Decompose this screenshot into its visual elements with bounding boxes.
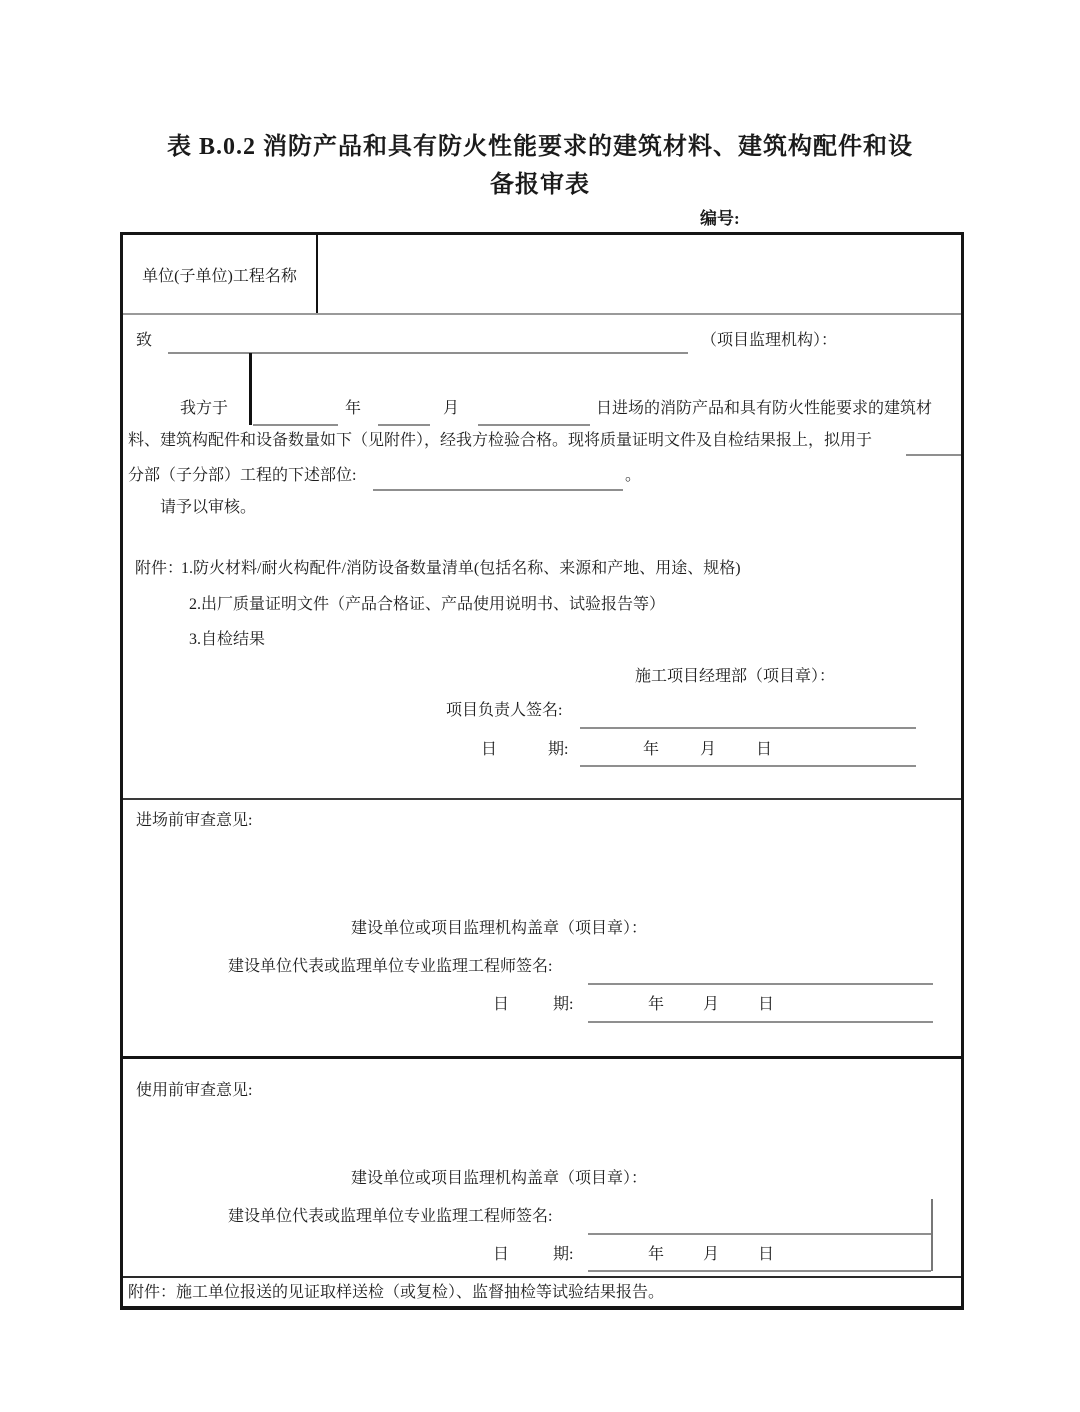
s2-stamp-label: 建设单位或项目监理机构盖章（项目章）： [351,920,648,937]
s2-date-day-label: 日 [758,996,775,1013]
to-blank-line[interactable] [168,352,688,354]
project-leader-sign-blank[interactable] [580,727,916,729]
s2-date-ri-label: 日 [493,996,510,1013]
s1-date-year-label: 年 [643,741,660,758]
s3-date-ri-label: 日 [493,1246,510,1263]
request-line3-period: 。 [625,467,642,484]
s2-sign-label: 建设单位代表或监理单位专业监理工程师签名: [228,958,553,975]
s2-date-year-label: 年 [648,996,665,1013]
form-title-line1: 表 B.0.2 消防产品和具有防火性能要求的建筑材料、建筑构配件和设 [166,134,913,160]
row-divider-3 [123,1056,961,1059]
attachments-label: 附件： [135,560,184,577]
entry-month-blank[interactable] [378,424,430,426]
pre-use-review-heading: 使用前审查意见: [136,1082,253,1099]
s3-date-day-label: 日 [758,1246,775,1263]
entry-year-blank[interactable] [253,424,338,426]
s1-date-qi-label: 期: [548,741,569,758]
request-line3-label: 分部（子分部）工程的下述部位: [128,467,357,484]
doc-number-label: 编号: [700,209,740,228]
intended-for-blank[interactable] [906,454,961,456]
s3-date-blank[interactable] [588,1270,931,1272]
please-review-text: 请予以审核。 [160,499,257,516]
to-label: 致 [136,332,153,349]
s1-date-blank[interactable] [580,765,916,767]
s2-date-blank[interactable] [588,1021,933,1023]
s1-date-month-label: 月 [700,741,717,758]
unit-project-name-label: 单位(子单位)工程名称 [142,267,297,285]
entry-month-label: 月 [443,400,460,417]
attachment-item-1: 1.防火材料/耐火构配件/消防设备数量清单(包括名称、来源和产地、用途、规格) [181,560,741,577]
row-divider-1 [123,313,961,315]
form-table [120,232,964,1310]
s2-sign-blank[interactable] [588,983,933,985]
footer-attachment-note: 附件：施工单位报送的见证取样送检（或复检）、监督抽检等试验结果报告。 [128,1284,665,1301]
s3-sign-box-border [931,1199,933,1271]
request-line1-text: 日进场的消防产品和具有防火性能要求的建筑材 [596,400,933,417]
form-title-line2: 备报审表 [490,172,590,198]
we-on-label: 我方于 [180,400,229,417]
s3-stamp-label: 建设单位或项目监理机构盖章（项目章）： [351,1170,648,1187]
row-divider-4 [123,1276,961,1278]
s3-date-month-label: 月 [703,1246,720,1263]
unit-project-name-value[interactable] [318,235,961,313]
s3-date-qi-label: 期: [553,1246,574,1263]
entry-day-blank[interactable] [478,424,590,426]
attachment-item-2: 2.出厂质量证明文件（产品合格证、产品使用说明书、试验报告等） [189,596,666,613]
stray-cell-border [249,353,252,425]
s3-date-year-label: 年 [648,1246,665,1263]
s1-date-ri-label: 日 [481,741,498,758]
attachment-item-3: 3.自检结果 [189,631,266,648]
request-line2-text: 料、建筑构配件和设备数量如下（见附件），经我方检验合格。现将质量证明文件及自检结果报上，拟用于 [128,432,873,449]
location-blank[interactable] [373,489,623,491]
s2-date-qi-label: 期: [553,996,574,1013]
s2-date-month-label: 月 [703,996,720,1013]
pre-entry-review-heading: 进场前审查意见: [136,812,253,829]
s3-sign-blank[interactable] [588,1233,931,1235]
s3-sign-label: 建设单位代表或监理单位专业监理工程师签名: [228,1208,553,1225]
contractor-stamp-label: 施工项目经理部（项目章）： [635,668,836,685]
row-divider-2 [123,798,961,800]
project-leader-sign-label: 项目负责人签名: [446,702,563,719]
supervisory-org-label: （项目监理机构）： [701,332,838,349]
entry-year-label: 年 [345,400,362,417]
s1-date-day-label: 日 [756,741,773,758]
